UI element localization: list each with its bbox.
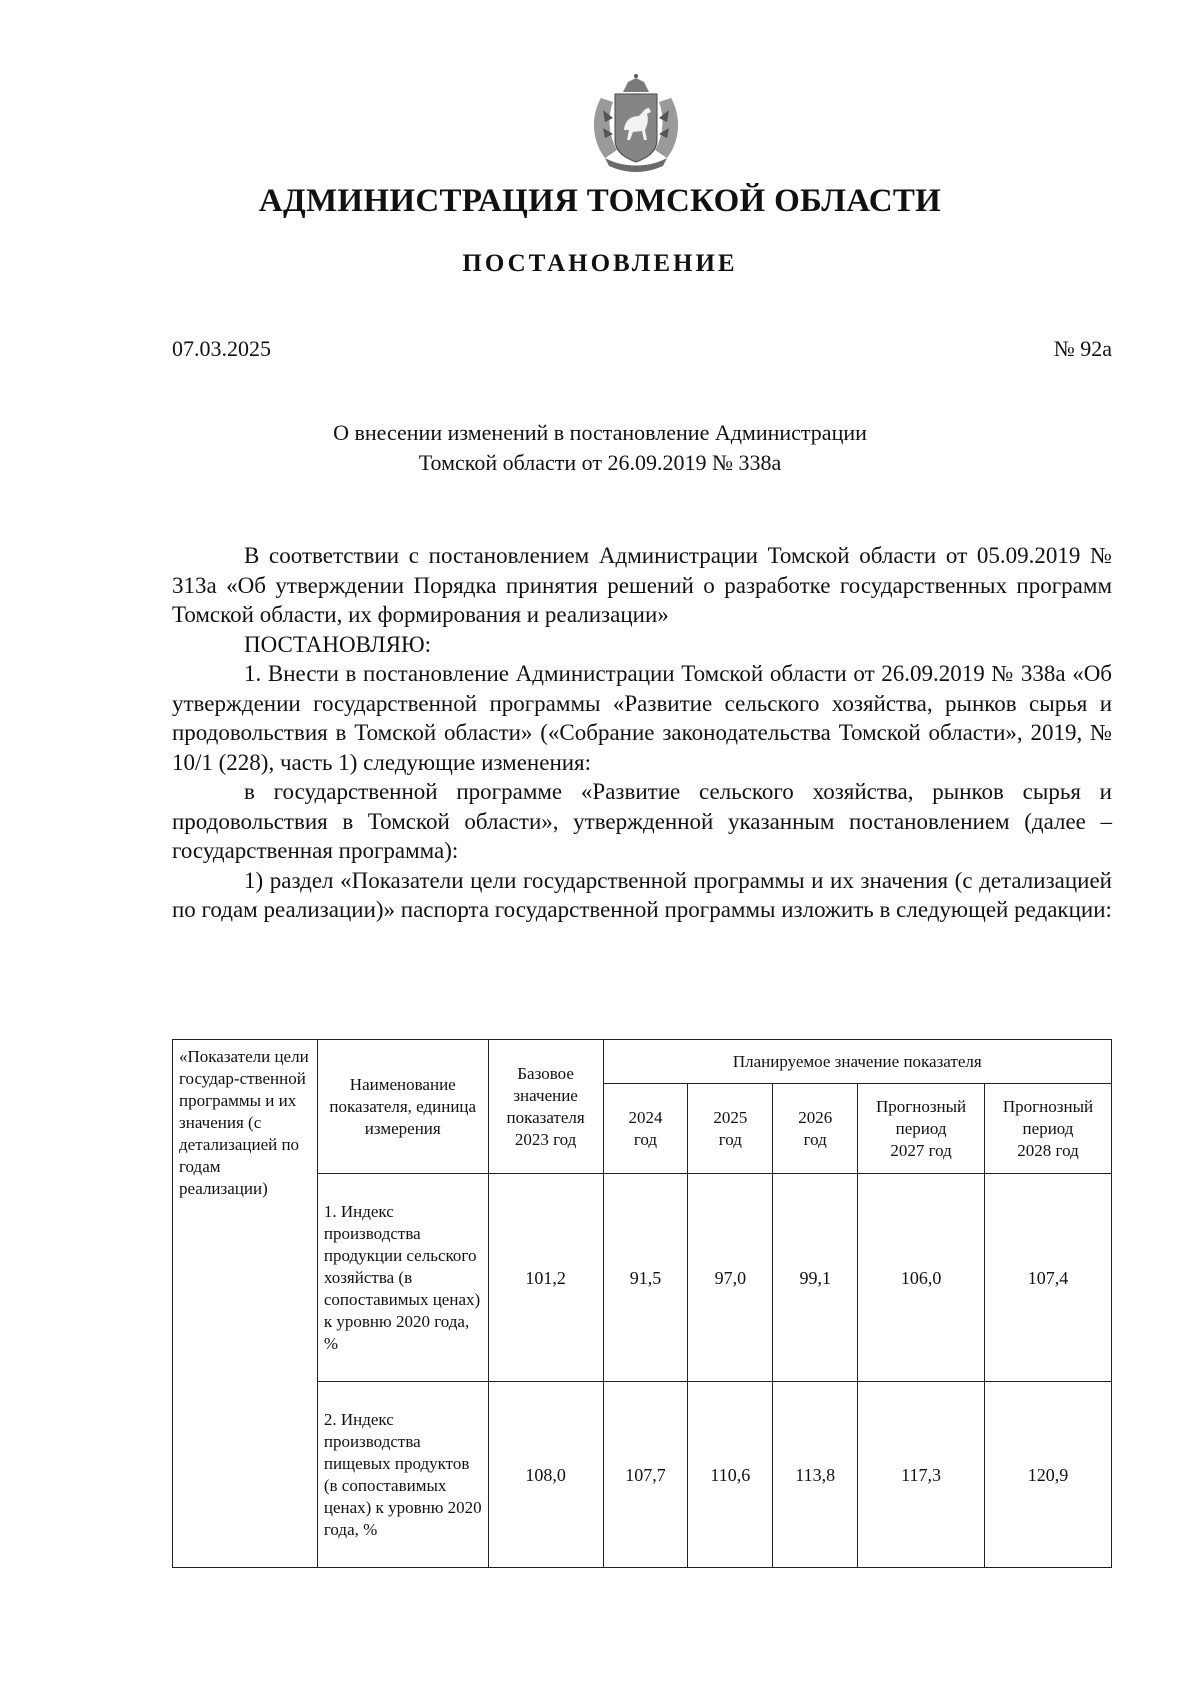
document-subject bbox=[0, 418, 1200, 478]
document-date: 07.03.2025 bbox=[172, 336, 271, 361]
base-value: 108,0 bbox=[488, 1382, 603, 1568]
base-value: 101,2 bbox=[488, 1174, 603, 1382]
header-forecast-2028: Прогнозный период 2028 год bbox=[985, 1084, 1112, 1174]
header-base-value: Базовое значение показателя 2023 год bbox=[488, 1040, 603, 1174]
organization-title: АДМИНИСТРАЦИЯ ТОМСКОЙ ОБЛАСТИ bbox=[258, 183, 942, 219]
table-header-row-1 bbox=[173, 1040, 1112, 1084]
value-2025: 110,6 bbox=[688, 1382, 773, 1568]
subject-line-1: О внесении изменений в постановление Администрации bbox=[333, 420, 867, 445]
value-2026: 113,8 bbox=[773, 1382, 858, 1568]
header-year-2025: 2025 год bbox=[688, 1084, 773, 1174]
indicators-table bbox=[172, 1039, 1112, 1568]
document-type: ПОСТАНОВЛЕНИЕ bbox=[462, 250, 738, 277]
item-1-subparagraph: в государственной программе «Развитие сельского хозяйства, рынков сырья и продовольствия в Томской области», утвержденной указанным постановлением (далее – государственная программа): bbox=[172, 779, 1112, 863]
coat-of-arms-icon bbox=[583, 70, 689, 176]
header-planned-value: Планируемое значение показателя bbox=[603, 1040, 1111, 1084]
value-2026: 99,1 bbox=[773, 1174, 858, 1382]
indicator-name: 2. Индекс производства пищевых продуктов (в сопоставимых ценах) к уровню 2020 года, % bbox=[317, 1382, 488, 1568]
value-2024: 91,5 bbox=[603, 1174, 688, 1382]
document-number: № 92а bbox=[1053, 336, 1112, 361]
section-label-cell: «Показатели цели государ-ственной программы и их значения (с детализацией по годам реализации) bbox=[173, 1040, 318, 1568]
value-2027: 117,3 bbox=[858, 1382, 985, 1568]
value-2025: 97,0 bbox=[688, 1174, 773, 1382]
subject-line-2: Томской области от 26.09.2019 № 338а bbox=[418, 450, 782, 475]
preamble-paragraph: В соответствии с постановлением Администрации Томской области от 05.09.2019 № 313а «Об утверждении Порядка принятия решений о разработке государственных программ Томской области, их формирования и реализации» bbox=[172, 543, 1112, 627]
value-2024: 107,7 bbox=[603, 1382, 688, 1568]
value-2028: 120,9 bbox=[985, 1382, 1112, 1568]
value-2028: 107,4 bbox=[985, 1174, 1112, 1382]
item-1-paragraph: 1. Внести в постановление Администрации Томской области от 26.09.2019 № 338а «Об утверждении государственной программы «Развитие сельского хозяйства, рынков сырья и продовольствия в Томской области» («Собрание законодательства Томской области», 2019, № 10/1 (228), часть 1) следующие изменения: bbox=[172, 661, 1112, 775]
header-year-2024: 2024 год bbox=[603, 1084, 688, 1174]
indicator-name: 1. Индекс производства продукции сельского хозяйства (в сопоставимых ценах) к уровню 2020 года, % bbox=[317, 1174, 488, 1382]
decree-word: ПОСТАНОВЛЯЮ: bbox=[244, 631, 432, 657]
header-year-2026: 2026 год bbox=[773, 1084, 858, 1174]
document-body bbox=[172, 541, 1112, 925]
value-2027: 106,0 bbox=[858, 1174, 985, 1382]
subitem-1-paragraph: 1) раздел «Показатели цели государственной программы и их значения (с детализацией по годам реализации)» паспорта государственной программы изложить в следующей редакции: bbox=[172, 867, 1112, 922]
header-forecast-2027: Прогнозный период 2027 год bbox=[858, 1084, 985, 1174]
header-indicator-name: Наименование показателя, единица измерения bbox=[317, 1040, 488, 1174]
